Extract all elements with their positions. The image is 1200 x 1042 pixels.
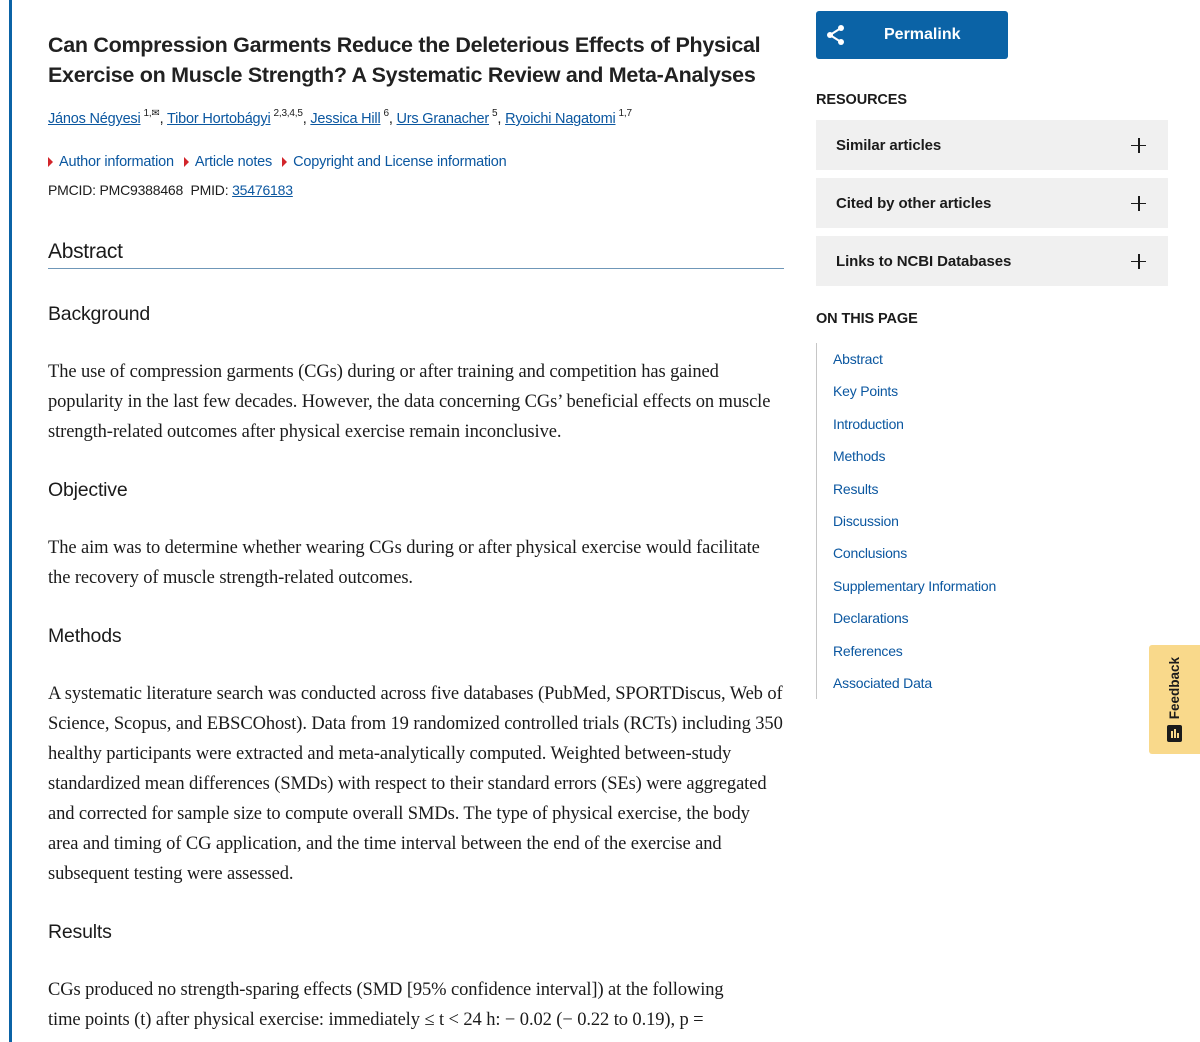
toc-item-introduction[interactable]: Introduction [833,415,904,432]
on-this-page-nav [816,343,1168,699]
results-heading: Results [48,921,112,943]
feedback-label: Feedback [1167,656,1182,720]
author-link[interactable]: Tibor Hortobágyi [167,111,271,127]
author-link[interactable]: Urs Granacher [396,111,490,127]
article-identifiers [48,180,784,200]
article-title: Can Compression Garments Reduce the Deleterious Effects of Physical Exercise on Muscle Strength? A Systematic Review and Meta-Analyses [48,33,761,87]
permalink-button[interactable] [816,11,1008,59]
pmcid: PMCID: PMC9388468 [48,182,184,198]
cited-by-accordion[interactable]: Cited by other articles [816,178,1168,228]
plus-icon [1131,254,1146,269]
feedback-icon [1167,725,1182,742]
toc-item-supplementary-information[interactable]: Supplementary Information [833,577,997,594]
author-affiliation: 1,7 [618,108,632,120]
methods-text: A systematic literature search was conducted across five databases (PubMed, SPORTDiscus, Web of Science, Scopus, and EBSCOhost). Data from 19 randomized controlled trials (RCTs) including 350 healthy participants were extracted and meta-analytically computed. Weighted between-study standardized mean differences (SMDs) with respect to their standard errors (SEs) were aggregated and corrected for sample size to compute overall SMDs. The type of physical exercise, the body area and timing of CG application, and the time interval between the end of the exercise and subsequent testing were assessed. [48,684,783,884]
author-affiliation: 1,✉ [143,108,160,120]
toc-item-associated-data[interactable]: Associated Data [833,674,932,691]
share-icon [826,24,846,46]
author-link[interactable]: Jessica Hill [310,111,381,127]
author-affiliation: 5 [492,108,498,120]
pmid-link[interactable]: 35476183 [232,182,293,198]
toc-item-references[interactable]: References [833,642,903,659]
resources-list [816,120,1168,286]
abstract-heading: Abstract [48,238,784,269]
author-affiliation: 2,3,4,5 [273,108,303,120]
author-affiliation: 6 [383,108,389,120]
toc-item-conclusions[interactable]: Conclusions [833,545,908,562]
right-sidebar [816,11,1168,699]
background-heading: Background [48,303,151,325]
copyright-license-toggle[interactable]: Copyright and License information [282,152,506,172]
article-notes-toggles [48,152,784,172]
left-accent-rule [9,0,12,1042]
on-this-page-heading: ON THIS PAGE [816,311,918,327]
author-link[interactable]: János Négyesi [48,111,141,127]
plus-icon [1131,196,1146,211]
objective-text: The aim was to determine whether wearing CGs during or after physical exercise would facilitate the recovery of muscle strength-related outcomes. [48,538,760,588]
toc-item-key-points[interactable]: Key Points [833,383,898,400]
author-list: János Négyesi $^{1,✉}$, Tibor Hortobágyi $^{2,3,4,5}$, Jessica Hill $^6$, Urs Granacher $^5$, Ryoichi Nagatomi $^{1,7}$ [48,108,632,127]
ncbi-links-accordion[interactable]: Links to NCBI Databases [816,236,1168,286]
author-link[interactable]: Ryoichi Nagatomi [505,111,616,127]
toc-item-methods[interactable]: Methods [833,448,886,465]
objective-heading: Objective [48,479,128,501]
methods-heading: Methods [48,625,122,647]
article-notes-toggle[interactable]: Article notes [184,152,272,172]
resources-heading: RESOURCES [816,92,907,108]
background-text: The use of compression garments (CGs) during or after training and competition has gained popularity in the last few decades. However, the data concerning CGs’ beneficial effects on muscle strength-related outcomes after physical exercise remain inconclusive. [48,362,771,442]
caret-right-icon [282,157,287,167]
caret-right-icon [48,157,53,167]
toc-item-abstract[interactable]: Abstract [833,351,883,367]
results-text: CGs produced no strength-sparing effects (SMD [95% confidence interval]) at the following time points (t) after physical exercise: immediately ≤ t < 24 h: − 0.02 (− 0.22 to 0.19), p = [48,980,724,1030]
similar-articles-accordion[interactable]: Similar articles [816,120,1168,170]
toc-item-results[interactable]: Results [833,480,879,497]
feedback-button[interactable] [1149,645,1200,754]
toc-item-discussion[interactable]: Discussion [833,512,899,529]
plus-icon [1131,138,1146,153]
pmid-label: PMID: [190,182,229,198]
permalink-label: Permalink [884,26,961,43]
author-information-toggle[interactable]: Author information [48,152,174,172]
caret-right-icon [184,157,189,167]
article-main [48,30,784,1035]
toc-item-declarations[interactable]: Declarations [833,610,909,627]
